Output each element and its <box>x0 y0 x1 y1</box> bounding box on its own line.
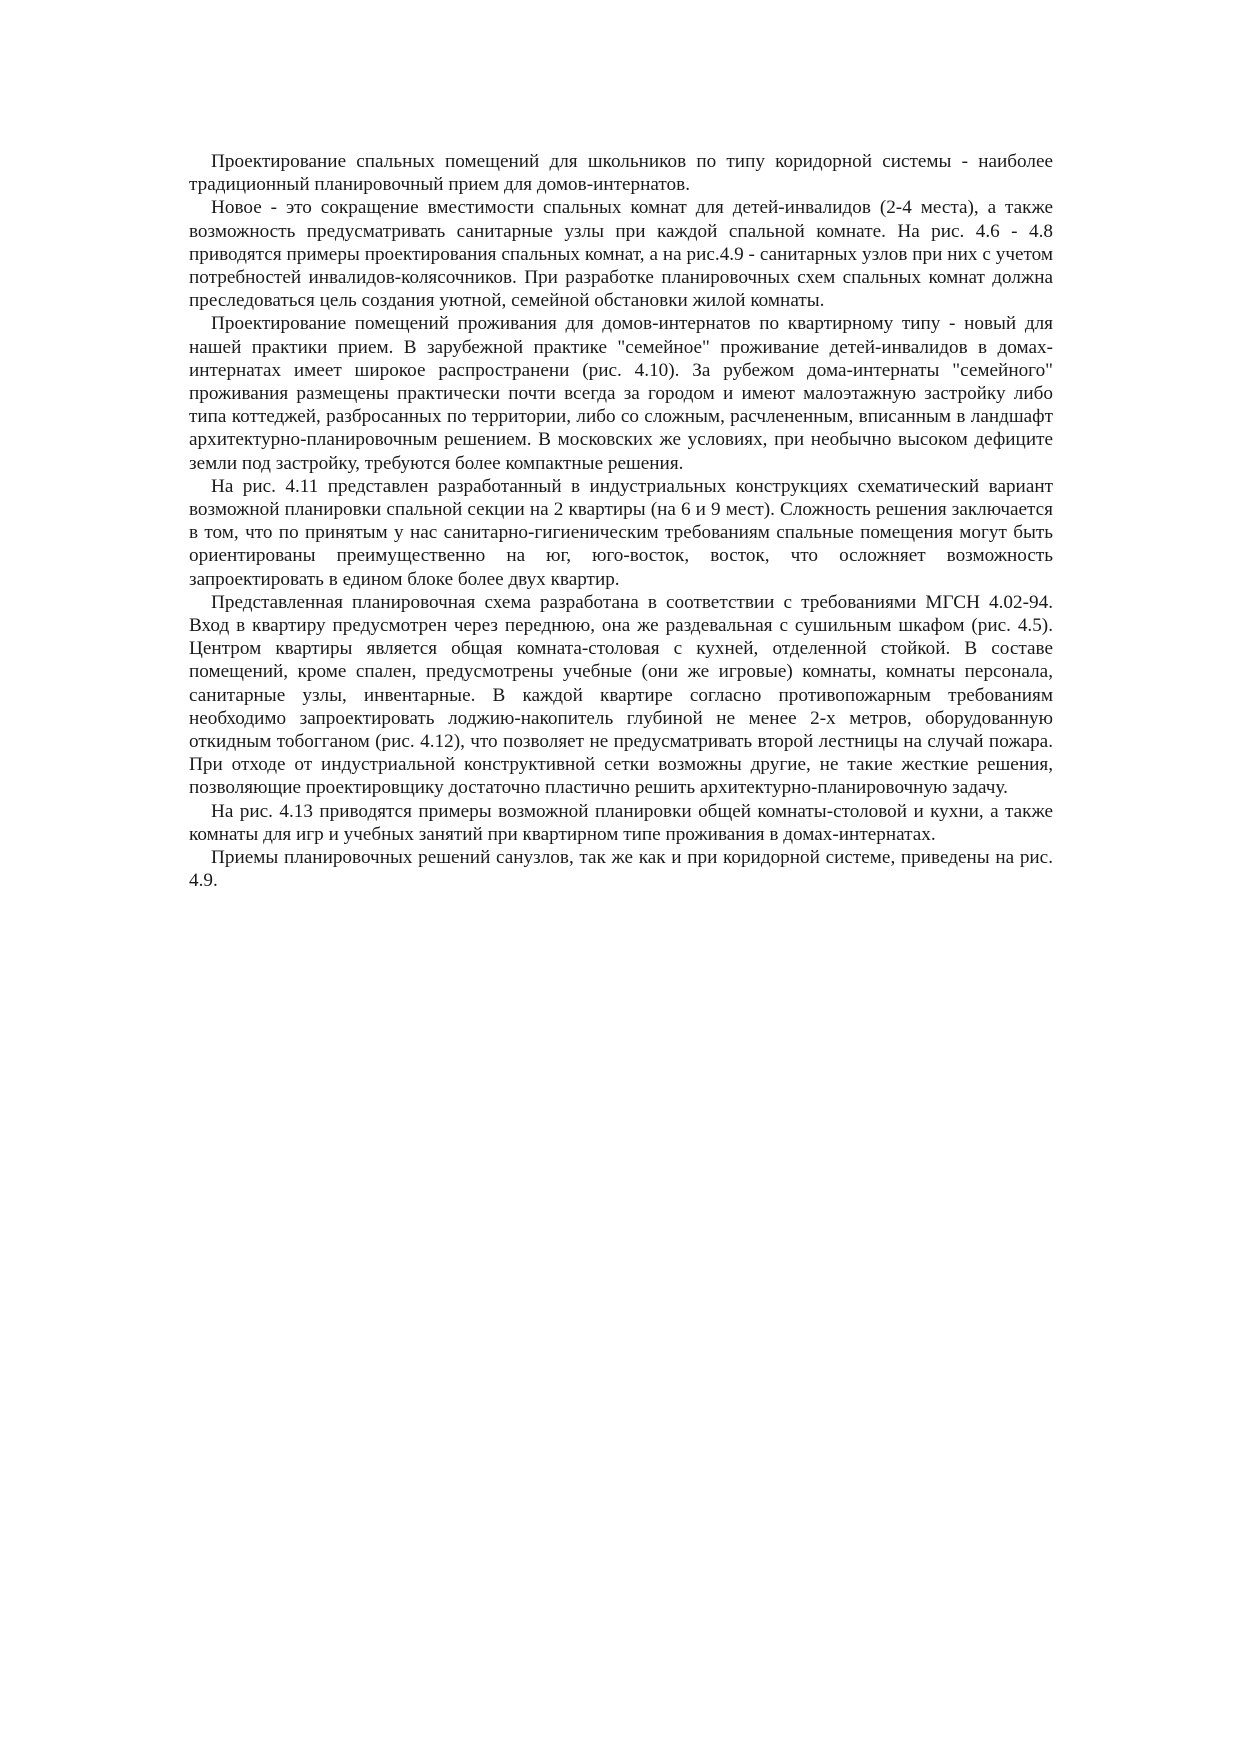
paragraph-6: На рис. 4.13 приводятся примеры возможной планировки общей комнаты-столовой и кухни, а также комнаты для игр и учебных занятий при квартирном типе проживания в домах-интернатах. <box>189 800 1053 845</box>
paragraph-4: На рис. 4.11 представлен разработанный в индустриальных конструкциях схематический вариант возможной планировки спальной секции на 2 квартиры (на 6 и 9 мест). Сложность решения заключается в том, что по принятым у нас санитарно-гигиеническим требованиям спальные помещения могут быть ориентированы преимущественно на юг, юго-восток, восток, что осложняет возможность запроектировать в едином блоке более двух квартир. <box>189 475 1053 590</box>
paragraph-7: Приемы планировочных решений санузлов, так же как и при коридорной системе, приведены на рис. 4.9. <box>189 847 1053 892</box>
paragraph-2: Новое - это сокращение вместимости спальных комнат для детей-инвалидов (2-4 места), а также возможность предусматривать санитарные узлы при каждой спальной комнате. На рис. 4.6 - 4.8 приводятся примеры проектирования спальных комнат, а на рис.4.9 - санитарных узлов при них с учетом потребностей инвалидов-колясочников. При разработке планировочных схем спальных комнат должна преследоваться цель создания уютной, семейной обстановки жилой комнаты. <box>189 197 1053 312</box>
body-text <box>189 150 1053 893</box>
paragraph-1: Проектирование спальных помещений для школьников по типу коридорной системы - наиболее традиционный планировочный прием для домов-интернатов. <box>189 151 1053 196</box>
paragraph-3: Проектирование помещений проживания для домов-интернатов по квартирному типу - новый для нашей практики прием. В зарубежной практике "семейное" проживание детей-инвалидов в домах-интернатах имеет широкое распространени (рис. 4.10). За рубежом дома-интернаты "семейного" проживания размещены практически почти всегда за городом и имеют малоэтажную застройку либо типа коттеджей, разбросанных по территории, либо со сложным, расчлененным, вписанным в ландшафт архитектурно-планировочным решением. В московских же условиях, при необычно высоком дефиците земли под застройку, требуются более компактные решения. <box>189 313 1053 474</box>
paragraph-5: Представленная планировочная схема разработана в соответствии с требованиями МГСН 4.02-94. Вход в квартиру предусмотрен через переднюю, она же раздевальная с сушильным шкафом (рис. 4.5). Центром квартиры является общая комната-столовая с кухней, отделенной стойкой. В составе помещений, кроме спален, предусмотрены учебные (они же игровые) комнаты, комнаты персонала, санитарные узлы, инвентарные. В каждой квартире согласно противопожарным требованиям необходимо запроектировать лоджию-накопитель глубиной не менее 2-х метров, оборудованную откидным тобогганом (рис. 4.12), что позволяет не предусматривать второй лестницы на случай пожара. При отходе от индустриальной конструктивной сетки возможны другие, не такие жесткие решения, позволяющие проектировщику достаточно пластично решить архитектурно-планировочную задачу. <box>189 591 1053 799</box>
